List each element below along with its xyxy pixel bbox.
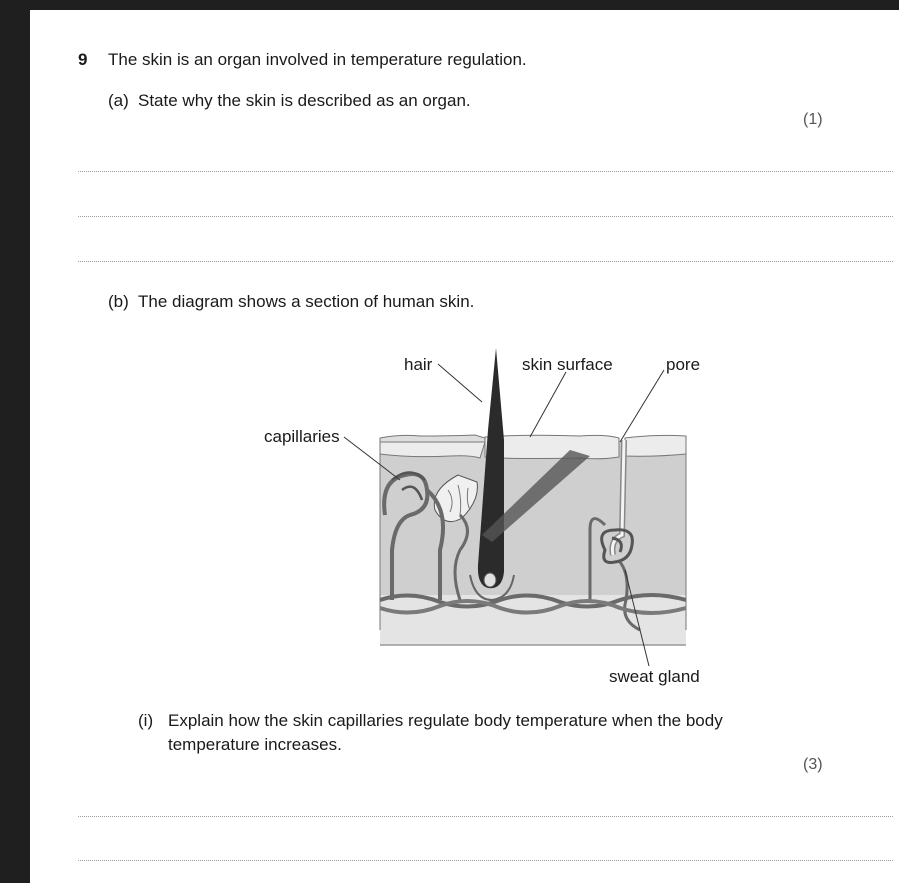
- label-pore: pore: [666, 355, 701, 374]
- answer-line[interactable]: [78, 816, 893, 817]
- label-skin-surface: skin surface: [522, 355, 613, 374]
- label-capillaries: capillaries: [264, 427, 340, 446]
- part-a-label: (a): [108, 91, 129, 110]
- part-b-i-text-line2: temperature increases.: [168, 735, 342, 754]
- skin-surface-leader: [530, 372, 566, 437]
- part-a-marks: (1): [803, 111, 823, 128]
- label-hair: hair: [404, 355, 433, 374]
- pore-leader: [620, 370, 664, 442]
- part-b-label: (b): [108, 292, 129, 311]
- part-b-text: The diagram shows a section of human skin.: [138, 292, 475, 311]
- skin-section-diagram: [30, 10, 899, 883]
- part-b-i-label: (i): [138, 711, 154, 730]
- fat-layer: [380, 595, 686, 645]
- label-sweat-gland: sweat gland: [609, 667, 700, 686]
- epidermis-middle: [485, 435, 619, 459]
- hair-leader: [438, 364, 482, 402]
- epidermis-right: [625, 435, 686, 456]
- question-number: 9: [78, 50, 88, 69]
- epidermis-left: [380, 435, 488, 442]
- answer-line[interactable]: [78, 860, 893, 861]
- question-stem: The skin is an organ involved in temperature regulation.: [108, 50, 527, 69]
- exam-page: [30, 10, 899, 883]
- part-a-text: State why the skin is described as an organ.: [138, 91, 471, 110]
- part-b-i-text-line1: Explain how the skin capillaries regulate body temperature when the body: [168, 711, 723, 730]
- part-b-i-marks: (3): [803, 756, 823, 773]
